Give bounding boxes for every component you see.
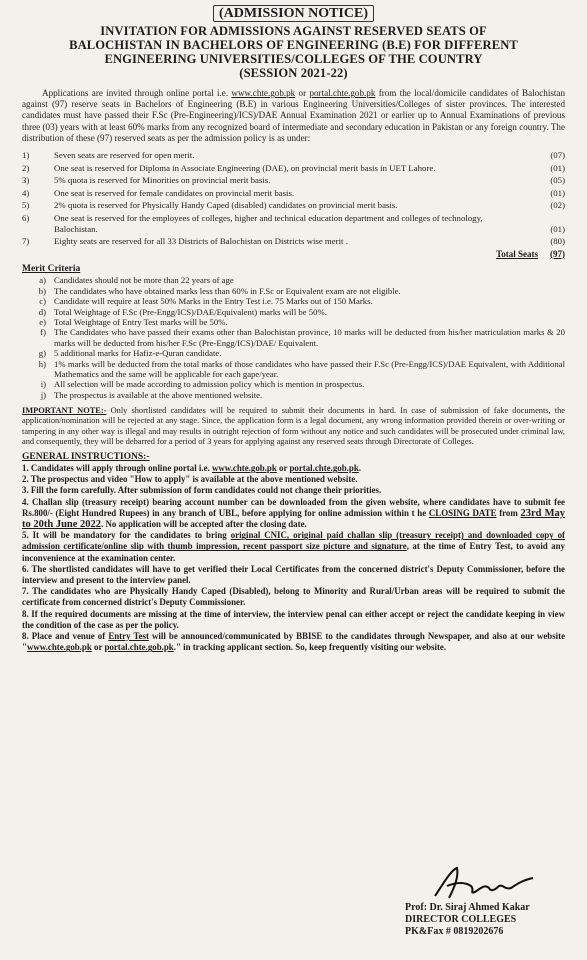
criteria-item: j) The prospectus is available at the above mentioned website. [40, 389, 263, 400]
important-note: IMPORTANT NOTE:- Only shortlisted candidates will be required to submit their documents in hard. In case of submission of fake documents, the application/nomination will be rejected at any stage. Since, the application form is a legal document, any wrong information provided therein or over-writing or tampering in any other way is illegal and may results in outright rejection of form without any notice and such candidates will be prosecuted under criminal law, and consequently, they will be debarred for a period of 3 years for applying against any reserved seats through Directorate of Colleges. [22, 406, 565, 446]
headline-line: INVITATION FOR ADMISSIONS AGAINST RESERVED SEATS OF [100, 24, 487, 38]
general-instructions-list [22, 463, 565, 653]
seat-row: 2) One seat is reserved for Diploma in Associate Engineering (DAE), on provincial merit basis in UET Lahore. (01) [22, 162, 565, 173]
website-link[interactable]: www.chte.gob.pk [26, 642, 92, 653]
headline [22, 24, 565, 80]
total-seats: Total Seats (97) [496, 248, 565, 259]
seat-row: 7) Eighty seats are reserved for all 33 Districts of Balochistan on Districts wise merit . (80) [22, 236, 565, 247]
criteria-item: f) The Candidates who have passed their exams other than Balochistan province, 10 marks will be deducted from his/her matriculation marks & 20 marks will be deducted from his/her F.Sc (Pre-Engg/ICS)/DAE/ Equivalent. [40, 327, 565, 348]
criteria-item: a) Candidates should not be more than 22 years of age [39, 275, 234, 286]
signatory-phone: PK&Fax # 0819202676 [405, 926, 504, 937]
website-link[interactable]: www.chte.gob.pk [211, 463, 277, 474]
instruction-item: 6. The shortlisted candidates will have to get verified their Local Certificates from the concerned district's Deputy Commissioner, before the interview and present to the interview panel. [22, 563, 565, 586]
seat-row: 4) One seat is reserved for female candidates on provincial merit basis. (01) [22, 187, 565, 198]
seat-row: 1) Seven seats are reserved for open merit. (07) [22, 150, 565, 161]
seat-row: 6) One seat is reserved for the employees of colleges, higher and technical education department and colleges of technology, Balochistan. (01) [22, 212, 565, 234]
signatory-title: DIRECTOR COLLEGES [405, 914, 517, 925]
intro-paragraph: Applications are invited through online portal i.e. www.chte.gob.pk or portal.chte.gob.pk from the local/domicile candidates of Balochistan against (97) reserve seats in Bachelors of Engineering (B.E) in various Engineering Universities/Colleges of sister provinces. The interested candidates must have passed their F.Sc (Pre-Engineering)/ICS)/DAE Annual Examination 2021 or earlier up to Annual Examinations of previous three (03) years with at least 60% marks from any recognized board of intermediate and secondary education in Pakistan or any foreign country. The distribution of these (97) reserved seats as per the admission policy is as under: [22, 88, 565, 143]
criteria-item: h) 1% marks will be deducted from the total marks of those candidates who have passed their F.Sc (Pre-Engg/ICS)/DAE Equivalent, with Additional Mathematics and the same will be applicable for each gape/year. [38, 358, 565, 380]
instruction-item: 2. The prospectus and video "How to apply" is available at the above mentioned website. [22, 474, 358, 485]
general-instructions-title: GENERAL INSTRUCTIONS:- [22, 452, 150, 463]
criteria-item: b) The candidates who have obtained marks less than 60% in F.Sc or Equivalent exam are not eligible. [38, 285, 401, 296]
criteria-item: c) Candidate will require at least 50% Marks in the Entry Test i.e. 75 Marks out of 150 Marks. [39, 296, 373, 307]
criteria-item: e) Total Weightage of Entry Test marks will be 50%. [39, 316, 228, 327]
instruction-item: 5. It will be mandatory for the candidates to bring original CNIC, original paid challan slip (treasury receipt) and downloaded copy of admission certificate/online slip with thumb impression, recent passport size picture and signature, at the time of Entry Test, to avoid any inconvenience at the examination center. [22, 530, 565, 563]
seat-row: 3) 5% quota is reserved for Minorities on provincial merit basis. (05) [22, 175, 565, 186]
signatory-name: Prof: Dr. Siraj Ahmed Kakar [405, 902, 530, 913]
portal-link[interactable]: portal.chte.gob.pk [309, 88, 376, 98]
instruction-item: 1. Candidates will apply through online portal i.e. www.chte.gob.pk or portal.chte.gob.pk. [22, 463, 361, 474]
website-link[interactable]: www.chte.gob.pk [231, 88, 296, 98]
handwritten-signature [405, 864, 539, 902]
headline-line: BALOCHISTAN IN BACHELORS OF ENGINEERING (B.E) FOR DIFFERENT [69, 38, 518, 52]
headline-line: ENGINEERING UNIVERSITIES/COLLEGES OF THE COUNTRY [104, 52, 483, 66]
criteria-item: i) All selection will be made according to admission policy which is mention in prospectus. [40, 379, 365, 390]
notice-tag: (ADMISSION NOTICE) [22, 6, 565, 22]
portal-link[interactable]: portal.chte.gob.pk [104, 642, 174, 653]
instruction-item: 3. Fill the form carefully. After submission of form candidates could not change their priorities. [22, 485, 382, 496]
closing-date: 23rd May to 20th June 2022 [22, 507, 565, 531]
instruction-item: 4. Challan slip (treasury receipt) bearing account number can be downloaded from the given website, where candidates have to submit fee Rs.800/- (Eight Hundred Rupees) in any branch of UBL, before applying for online admission within t he CLOSING DATE from 23rd May to 20th June 2022. No application will be accepted after the closing date. [22, 496, 565, 531]
seat-row: 5) 2% quota is reserved for Physically Handy Caped (disabled) candidates on provincial merit basis. (02) [22, 200, 565, 211]
instruction-item: 8. Place and venue of Entry Test will be announced/communicated by BBISE to the candidates through Newspaper, and also at our website "www.chte.gob.pk or portal.chte.gob.pk." in tracking applicant section. So, keep frequently visiting our website. [22, 631, 566, 653]
instruction-item: 7. The candidates who are Physically Handy Caped (Disabled), belong to Minority and Rural/Urban areas will be required to submit the certificate from concerned district's Deputy Commissioner. [22, 586, 565, 608]
seat-distribution-list [22, 150, 565, 259]
merit-criteria-title: Merit Criteria [22, 264, 81, 275]
portal-link[interactable]: portal.chte.gob.pk [289, 463, 359, 474]
criteria-item: d) Total Weightage of F.Sc (Pre-Engg/ICS)/DAE/Equivalent) marks will be 50%. [38, 306, 327, 317]
criteria-item: g) 5 additional marks for Hafiz-e-Quran candidate. [38, 348, 222, 359]
headline-line: (SESSION 2021-22) [239, 66, 348, 80]
merit-criteria-list [22, 275, 565, 400]
signature-block [405, 864, 539, 938]
instruction-item: 8. If the required documents are missing at the time of interview, the interview penal can either accept or reject the candidate keeping in view the condition of the case as per the policy. [22, 608, 565, 630]
